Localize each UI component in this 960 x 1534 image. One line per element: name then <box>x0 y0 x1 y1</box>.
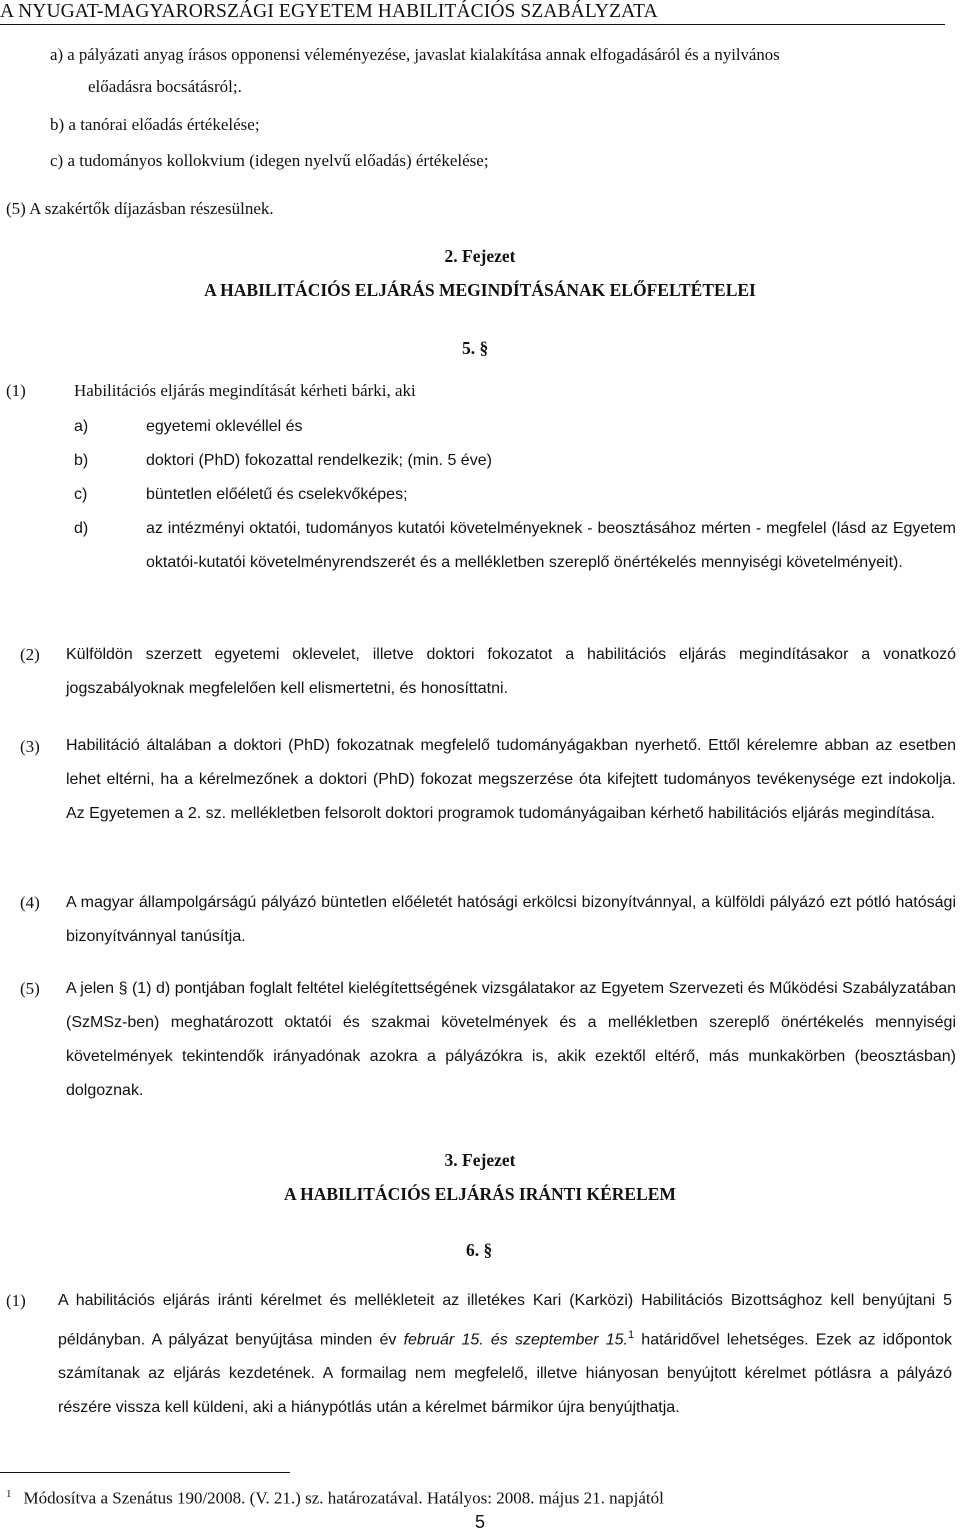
section-5-heading: 5. § <box>462 338 489 358</box>
paragraph-5-experts: (5) A szakértők díjazásban részesülnek. <box>6 199 274 218</box>
s5-p5-number: (5) <box>20 979 40 998</box>
s6-date-and: és <box>483 1331 515 1349</box>
list-item-b: b) a tanórai előadás értékelése; <box>50 115 260 134</box>
s6-date-2: szeptember 15. <box>514 1331 628 1349</box>
footnote-text: Módosítva a Szenátus 190/2008. (V. 21.) sz. határozatával. Hatályos: 2008. május 21. napjától <box>23 1488 664 1508</box>
s5-p4-number: (4) <box>20 893 40 912</box>
s5-item-label: d) <box>74 520 89 537</box>
chapter-3-number: 3. Fejezet <box>444 1150 516 1170</box>
s5-item-text: egyetemi oklevéllel és <box>146 418 303 435</box>
s5-p5-text: A jelen § (1) d) pontjában foglalt feltétel kielégítettségének vizsgálatakor az Egyetem Szervezeti és Működési Szabályzatában (SzMSz-ben) meghatározott oktatói és szakmai követelmények és a mellékletben szereplő önértékelés mennyiségi követelmények tekintendők irányadónak azokra a pályázókra is, akik ezektől eltérő, más munkakörben (beosztásban) dolgoznak. <box>66 980 956 1099</box>
s6-p1-text <box>58 1284 952 1425</box>
footnote <box>6 1488 664 1509</box>
list-item-a-line2: előadásra bocsátásról;. <box>88 77 242 96</box>
footnote-mark: 1 <box>6 1488 12 1500</box>
s5-p4-text: A magyar állampolgárságú pályázó büntetlen előéletét hatósági erkölcsi bizonyítvánnyal, a külföldi pályázó ezt pótló hatósági bizonyítvánnyal tanúsítja. <box>66 894 956 945</box>
s5-item-text: doktori (PhD) fokozattal rendelkezik; (min. 5 éve) <box>146 452 492 469</box>
s5-item-label: c) <box>74 486 88 503</box>
s6-p1-text-b: határidővel lehetséges. Ezek az időpontok számítanak az eljárás kezdetének. A formailag nem megfelelő, illetve hiányosan benyújtott kérelmet pótlásra a pályázó részére vissza kell küldeni, aki a hiánypótlás után a kérelmet bármikor újra benyújthatja. <box>58 1331 953 1417</box>
chapter-2-number: 2. Fejezet <box>444 246 516 266</box>
footnote-rule <box>0 1472 290 1473</box>
s5-p3-number: (3) <box>20 737 40 756</box>
list-item-c: c) a tudományos kollokvium (idegen nyelvű előadás) értékelése; <box>50 151 489 170</box>
s6-date-1: február 15. <box>403 1331 484 1349</box>
s5-p2-text: Külföldön szerzett egyetemi oklevelet, illetve doktori fokozatot a habilitációs eljárás megindításakor a vonatkozó jogszabályoknak megfelelően kell elismertetni, és honosíttatni. <box>66 646 956 697</box>
chapter-3-title: A HABILITÁCIÓS ELJÁRÁS IRÁNTI KÉRELEM <box>284 1184 676 1204</box>
s5-item-text: büntetlen előéletű és cselekvőképes; <box>146 486 408 503</box>
s6-p1-number: (1) <box>6 1291 26 1310</box>
s5-p3-text: Habilitáció általában a doktori (PhD) fokozatnak megfelelő tudományágakban nyerhető. Ettől kérelemre abban az esetben lehet eltérni, ha a kérelmezőnek a doktori (PhD) fokozat megszerzése óta kifejtett tudományos tevékenysége ezt indokolja. Az Egyetemen a 2. sz. mellékletben felsorolt doktori programok tudományágaiban kérhető habilitációs eljárás megindítása. <box>66 737 956 822</box>
s5-item-text: az intézményi oktatói, tudományos kutatói követelményeknek - beosztásához mérten - megfelel (lásd az Egyetem oktatói-kutatói követelményrendszerét és a mellékletben szereplő önértékelés mennyiségi követelményeit). <box>146 520 956 571</box>
s5-p2-number: (2) <box>20 645 40 664</box>
s5-p1-number: (1) <box>6 381 26 400</box>
chapter-2-title: A HABILITÁCIÓS ELJÁRÁS MEGINDÍTÁSÁNAK ELŐFELTÉTELEI <box>204 280 756 300</box>
s5-item-label: a) <box>74 418 89 435</box>
footnote-ref[interactable]: 1 <box>628 1329 635 1341</box>
list-item-a-line1: a) a pályázati anyag írásos opponensi véleményezése, javaslat kialakítása annak elfogadásáról és a nyilvános <box>50 45 780 64</box>
page-number: 5 <box>474 1512 485 1532</box>
section-6-heading: 6. § <box>466 1240 493 1260</box>
s5-p1-text: Habilitációs eljárás megindítását kérheti bárki, aki <box>74 381 416 400</box>
s6-p1-text-a: A habilitációs eljárás iránti kérelmet és mellékleteit az illetékes Kari (Karközi) Habilitációs Bizottsághoz kell benyújtani 5 példányban. A pályázat benyújtása minden év <box>58 1292 952 1349</box>
s5-item-label: b) <box>74 452 89 469</box>
running-header: A NYUGAT-MAGYARORSZÁGI EGYETEM HABILITÁCIÓS SZABÁLYZATA <box>0 0 945 25</box>
